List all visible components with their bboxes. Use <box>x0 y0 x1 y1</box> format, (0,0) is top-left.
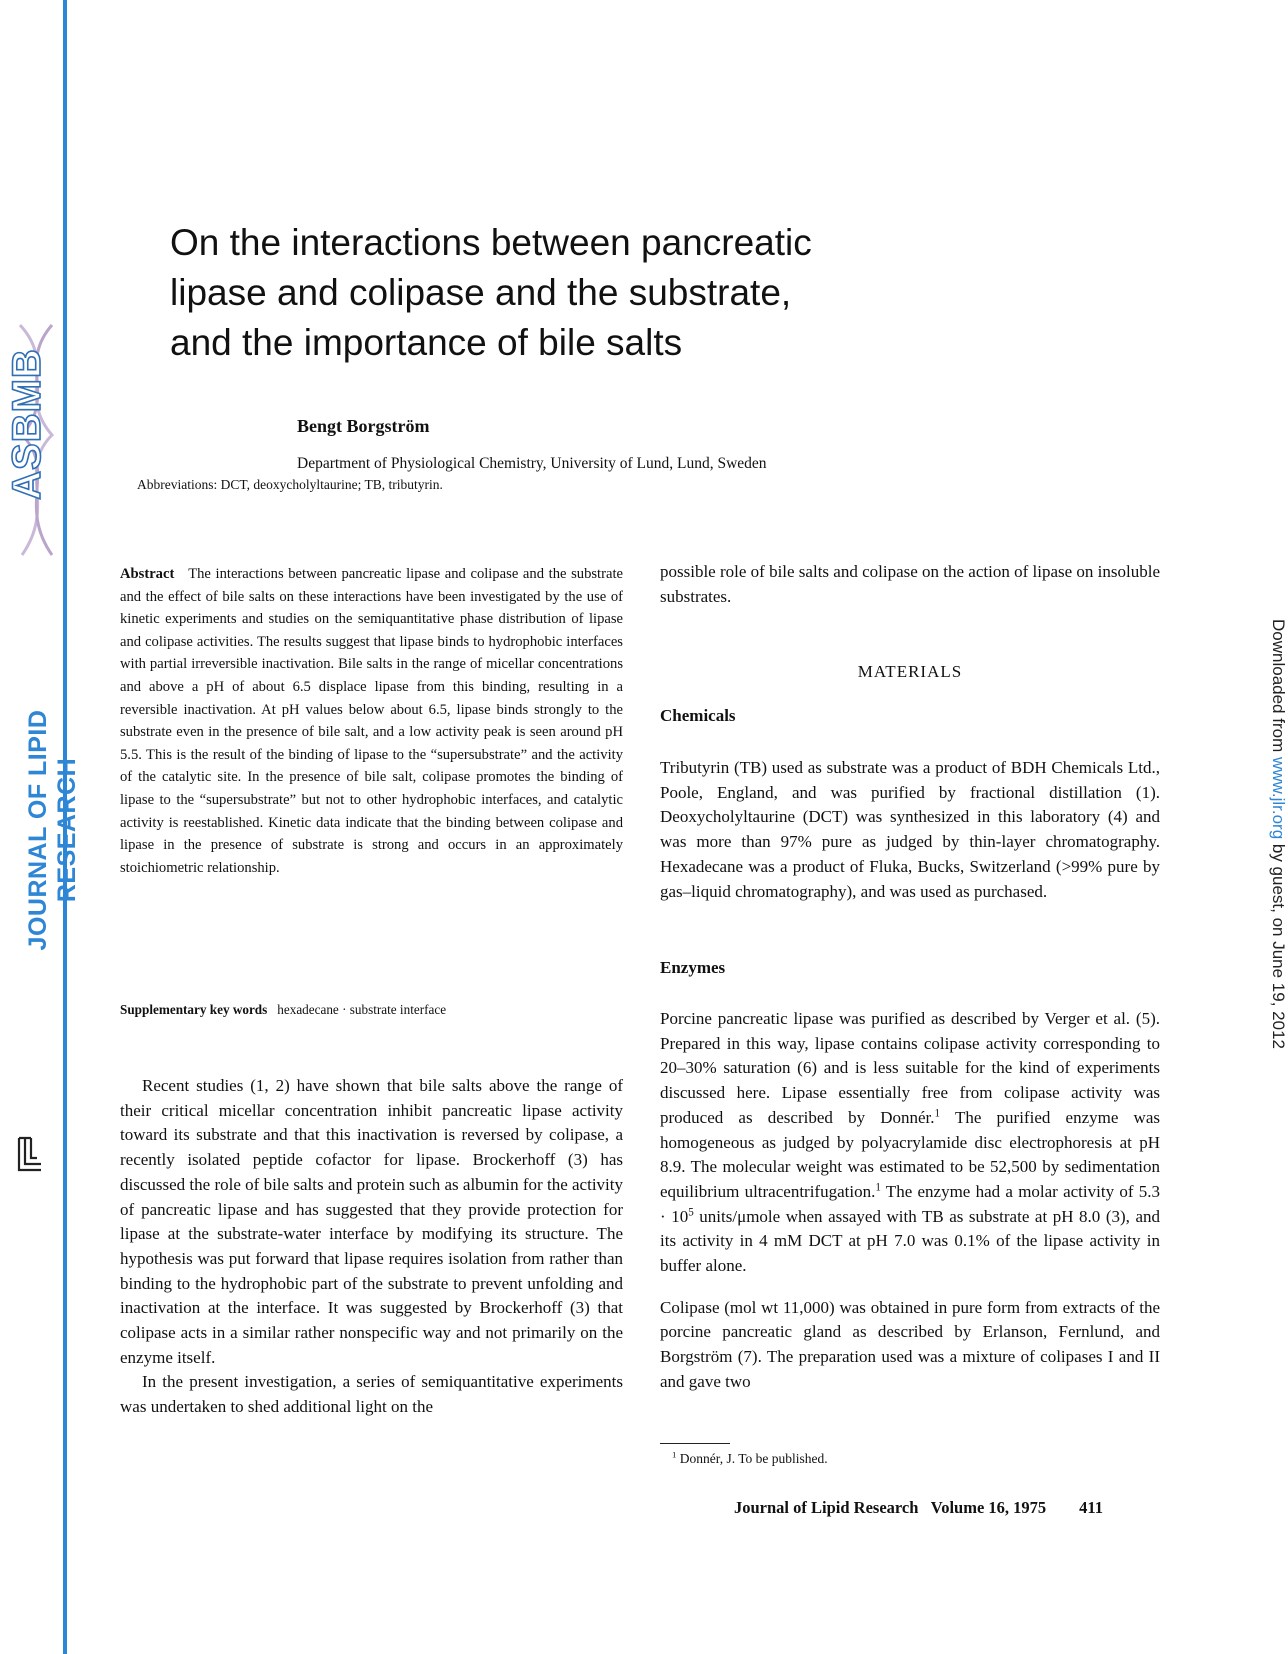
title-line: and the importance of bile salts <box>170 322 683 363</box>
journal-name-vertical: JOURNAL OF LIPID RESEARCH <box>24 709 81 951</box>
keywords <box>120 1002 446 1018</box>
enzymes-heading: Enzymes <box>660 958 726 977</box>
footer-volume: Volume 16, 1975 <box>930 1498 1047 1517</box>
abstract-label: Abstract <box>120 566 175 582</box>
author: Bengt Borgström <box>297 416 430 436</box>
download-link[interactable]: www.jlr.org <box>1269 756 1288 840</box>
keywords-label: Supplementary key words <box>120 1002 268 1017</box>
footnote: $^1$ Donnér, J. To be published. <box>672 1449 828 1466</box>
enzymes-section <box>660 990 1160 1412</box>
keywords-text: hexadecane · substrate interface <box>277 1002 447 1017</box>
asbmb-logo: ASBMB <box>5 348 49 500</box>
paragraph: Porcine pancreatic lipase was purified as described by Verger et al. (5). Prepared in this way, lipase contains colipase activity corresponding to 20–30% saturation (6) and is less suitable for the kind of experiments discussed here. Lipase essentially free from colipase activity was produced as described by Donnér.$^1$ The purified enzyme was homogeneous as judged by polyacrylamide disc electrophoresis at pH 8.9. The molecular weight was estimated to be 52,500 by sedimentation equilibrium ultracentrifugation.$^1$ The enzyme had a molar activity of $5.3 \cdot 10^5$ units/μmole when assayed with TB as substrate at pH 8.0 (3), and its activity in 4 mM DCT at pH 7.0 was 0.1% of the lipase activity in buffer alone. <box>660 1009 1160 1276</box>
paragraph: Tributyrin (TB) used as substrate was a product of BDH Chemicals Ltd., Poole, England, and was purified by fractional distillation (1). Deoxycholyltaurine (DCT) was synthesized in this laboratory (4) and was more than 97% pure as judged by thin-layer chromatography. Hexadecane was a product of Fluka, Bucks, Switzerland (>99% pure by gas–liquid chromatography), and was used as purchased. <box>660 758 1160 901</box>
paragraph: In the present investigation, a series of semiquantitative experiments was undertaken to shed additional light on the <box>120 1372 623 1417</box>
page-number: 411 <box>1079 1498 1103 1517</box>
materials-heading: MATERIALS <box>857 662 963 681</box>
paragraph: Colipase (mol wt 11,000) was obtained in pure form from extracts of the porcine pancreatic gland as described by Erlanson, Fernlund, and Borgström (7). The preparation used was a mixture of colipases I and II and gave two <box>660 1297 1160 1391</box>
chemicals-section <box>660 739 1160 921</box>
paragraph: Recent studies (1, 2) have shown that bile salts above the range of their critical micellar concentration inhibit pancreatic lipase activity toward its substrate and that this inactivation is reversed by colipase, a recently isolated peptide cofactor for lipase. Brockerhoff (3) has discussed the role of bile salts and protein such as albumin for the activity of pancreatic lipase and has suggested that they provide protection for lipase at the substrate-water interface by modifying its structure. The hypothesis was put forward that lipase requires isolation from rather than binding to the hydrophobic part of the substrate to prevent unfolding and inactivation at the interface. It was suggested by Brockerhoff (3) that colipase acts in a similar rather nonspecific way and not primarily on the enzyme itself. <box>120 1076 623 1367</box>
footnote-rule <box>660 1443 730 1444</box>
page-footer <box>734 1498 1103 1518</box>
chemicals-heading: Chemicals <box>660 706 736 725</box>
article-title <box>170 218 930 368</box>
abstract <box>120 563 623 879</box>
abstract-text: The interactions between pancreatic lipase and colipase and the substrate and the effect of bile salts on these interactions have been investigated by the use of kinetic experiments and studies on the semiquantitative phase distribution of lipase and colipase activities. The results suggest that lipase binds to hydrophobic interfaces with partial irreversible inactivation. Bile salts in the range of micellar concentrations and above a pH of about 6.5 displace lipase from this binding, resulting in a reversible inactivation. At pH values below about 6.5, lipase binds strongly to the substrate even in the presence of bile salt, and a low activity peak is seen around pH 5.5. This is the result of the binding of lipase to the “supersubstrate” and the activity of the catalytic site. In the presence of bile salt, colipase promotes the binding of lipase to the “supersubstrate” but not to other hydrophobic interfaces, and catalytic activity is reestablished. Kinetic data indicate that the binding between colipase and lipase in the presence of substrate is strong and occurs in an approximately stoichiometric relationship. <box>120 566 623 876</box>
abbreviations: Abbreviations: DCT, deoxycholyltaurine; TB, tributyrin. <box>137 477 443 492</box>
title-line: On the interactions between pancreatic <box>170 222 812 263</box>
paragraph: possible role of bile salts and colipase on the action of lipase on insoluble substrates. <box>660 562 1160 606</box>
title-line: lipase and colipase and the substrate, <box>170 272 792 313</box>
footer-journal: Journal of Lipid Research <box>734 1498 919 1517</box>
jlr-logo-icon <box>15 1136 45 1174</box>
introduction <box>120 1074 623 1420</box>
affiliation: Department of Physiological Chemistry, University of Lund, Lund, Sweden <box>297 455 767 472</box>
introduction-continued <box>660 560 1160 609</box>
download-note: Downloaded from www.jlr.org by guest, on June 19, 2012 <box>1269 619 1288 1049</box>
